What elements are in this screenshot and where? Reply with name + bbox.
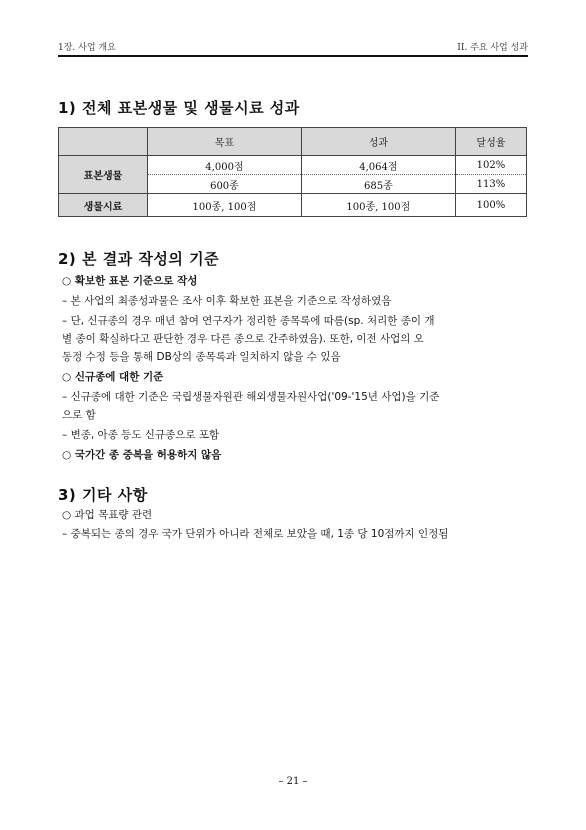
table-header-cell: 달성율 xyxy=(455,128,526,156)
list-item: 별 종이 확실하다고 판단한 경우 다른 종으로 간주하였음). 또한, 이전 사업의 오 xyxy=(62,333,424,345)
results-table xyxy=(58,127,527,217)
table-cell: 600종 xyxy=(148,175,302,194)
list-item: ○ 과업 목표량 관련 xyxy=(62,509,153,521)
list-item: ○ 국가간 종 중복을 허용하지 않음 xyxy=(62,449,222,461)
table-header-row xyxy=(59,128,527,156)
table-cell: 100종, 100점 xyxy=(301,194,455,217)
header-chapter: 1장. 사업 개요 xyxy=(58,43,116,53)
list-item: – 변종, 아종 등도 신규종으로 포함 xyxy=(62,429,220,441)
list-item: 으로 함 xyxy=(62,409,96,421)
list-item: ○ 신규종에 대한 기준 xyxy=(62,371,164,383)
table-row-label: 표본생물 xyxy=(59,156,148,194)
list-item: 동정 수정 등을 통해 DB상의 종목록과 일치하지 않을 수 있음 xyxy=(62,351,341,363)
page-number: – 21 – xyxy=(278,776,308,787)
list-item: – 신규종에 대한 기준은 국립생물자원관 해외생물자원사업('09-'15년 사업)을 기준 xyxy=(62,391,440,403)
table-header-cell: 성과 xyxy=(301,128,455,156)
header-section: II. 주요 사업 성과 xyxy=(457,43,528,53)
table-cell: 4,000점 xyxy=(148,156,302,175)
table-row-label: 생물시료 xyxy=(59,194,148,217)
header-rule xyxy=(58,55,528,57)
list-item: – 단, 신규종의 경우 매년 참여 연구자가 정리한 종목록에 따름(sp. 처리한 종이 개 xyxy=(62,315,435,327)
table-cell: 685종 xyxy=(301,175,455,194)
list-item: – 본 사업의 최종성과물은 조사 이후 확보한 표본을 기준으로 작성하였음 xyxy=(62,295,392,307)
section3-title: 3) 기타 사항 xyxy=(58,486,148,504)
list-item: – 중복되는 종의 경우 국가 단위가 아니라 전체로 보았을 때, 1종 당 10점까지 인정됨 xyxy=(62,528,449,540)
table-cell: 113% xyxy=(455,175,526,194)
table-row xyxy=(59,194,527,217)
table-cell: 100종, 100점 xyxy=(148,194,302,217)
section2-title: 2) 본 결과 작성의 기준 xyxy=(58,250,220,268)
page-header xyxy=(58,40,528,56)
table-cell: 102% xyxy=(455,156,526,175)
section1-title: 1) 전체 표본생물 및 생물시료 성과 xyxy=(58,99,300,117)
table-header-cell xyxy=(59,128,148,156)
table-row xyxy=(59,156,527,175)
list-item: ○ 확보한 표본 기준으로 작성 xyxy=(62,275,198,287)
table-cell: 4,064점 xyxy=(301,156,455,175)
table-header-cell: 목표 xyxy=(148,128,302,156)
table-cell: 100% xyxy=(455,194,526,217)
